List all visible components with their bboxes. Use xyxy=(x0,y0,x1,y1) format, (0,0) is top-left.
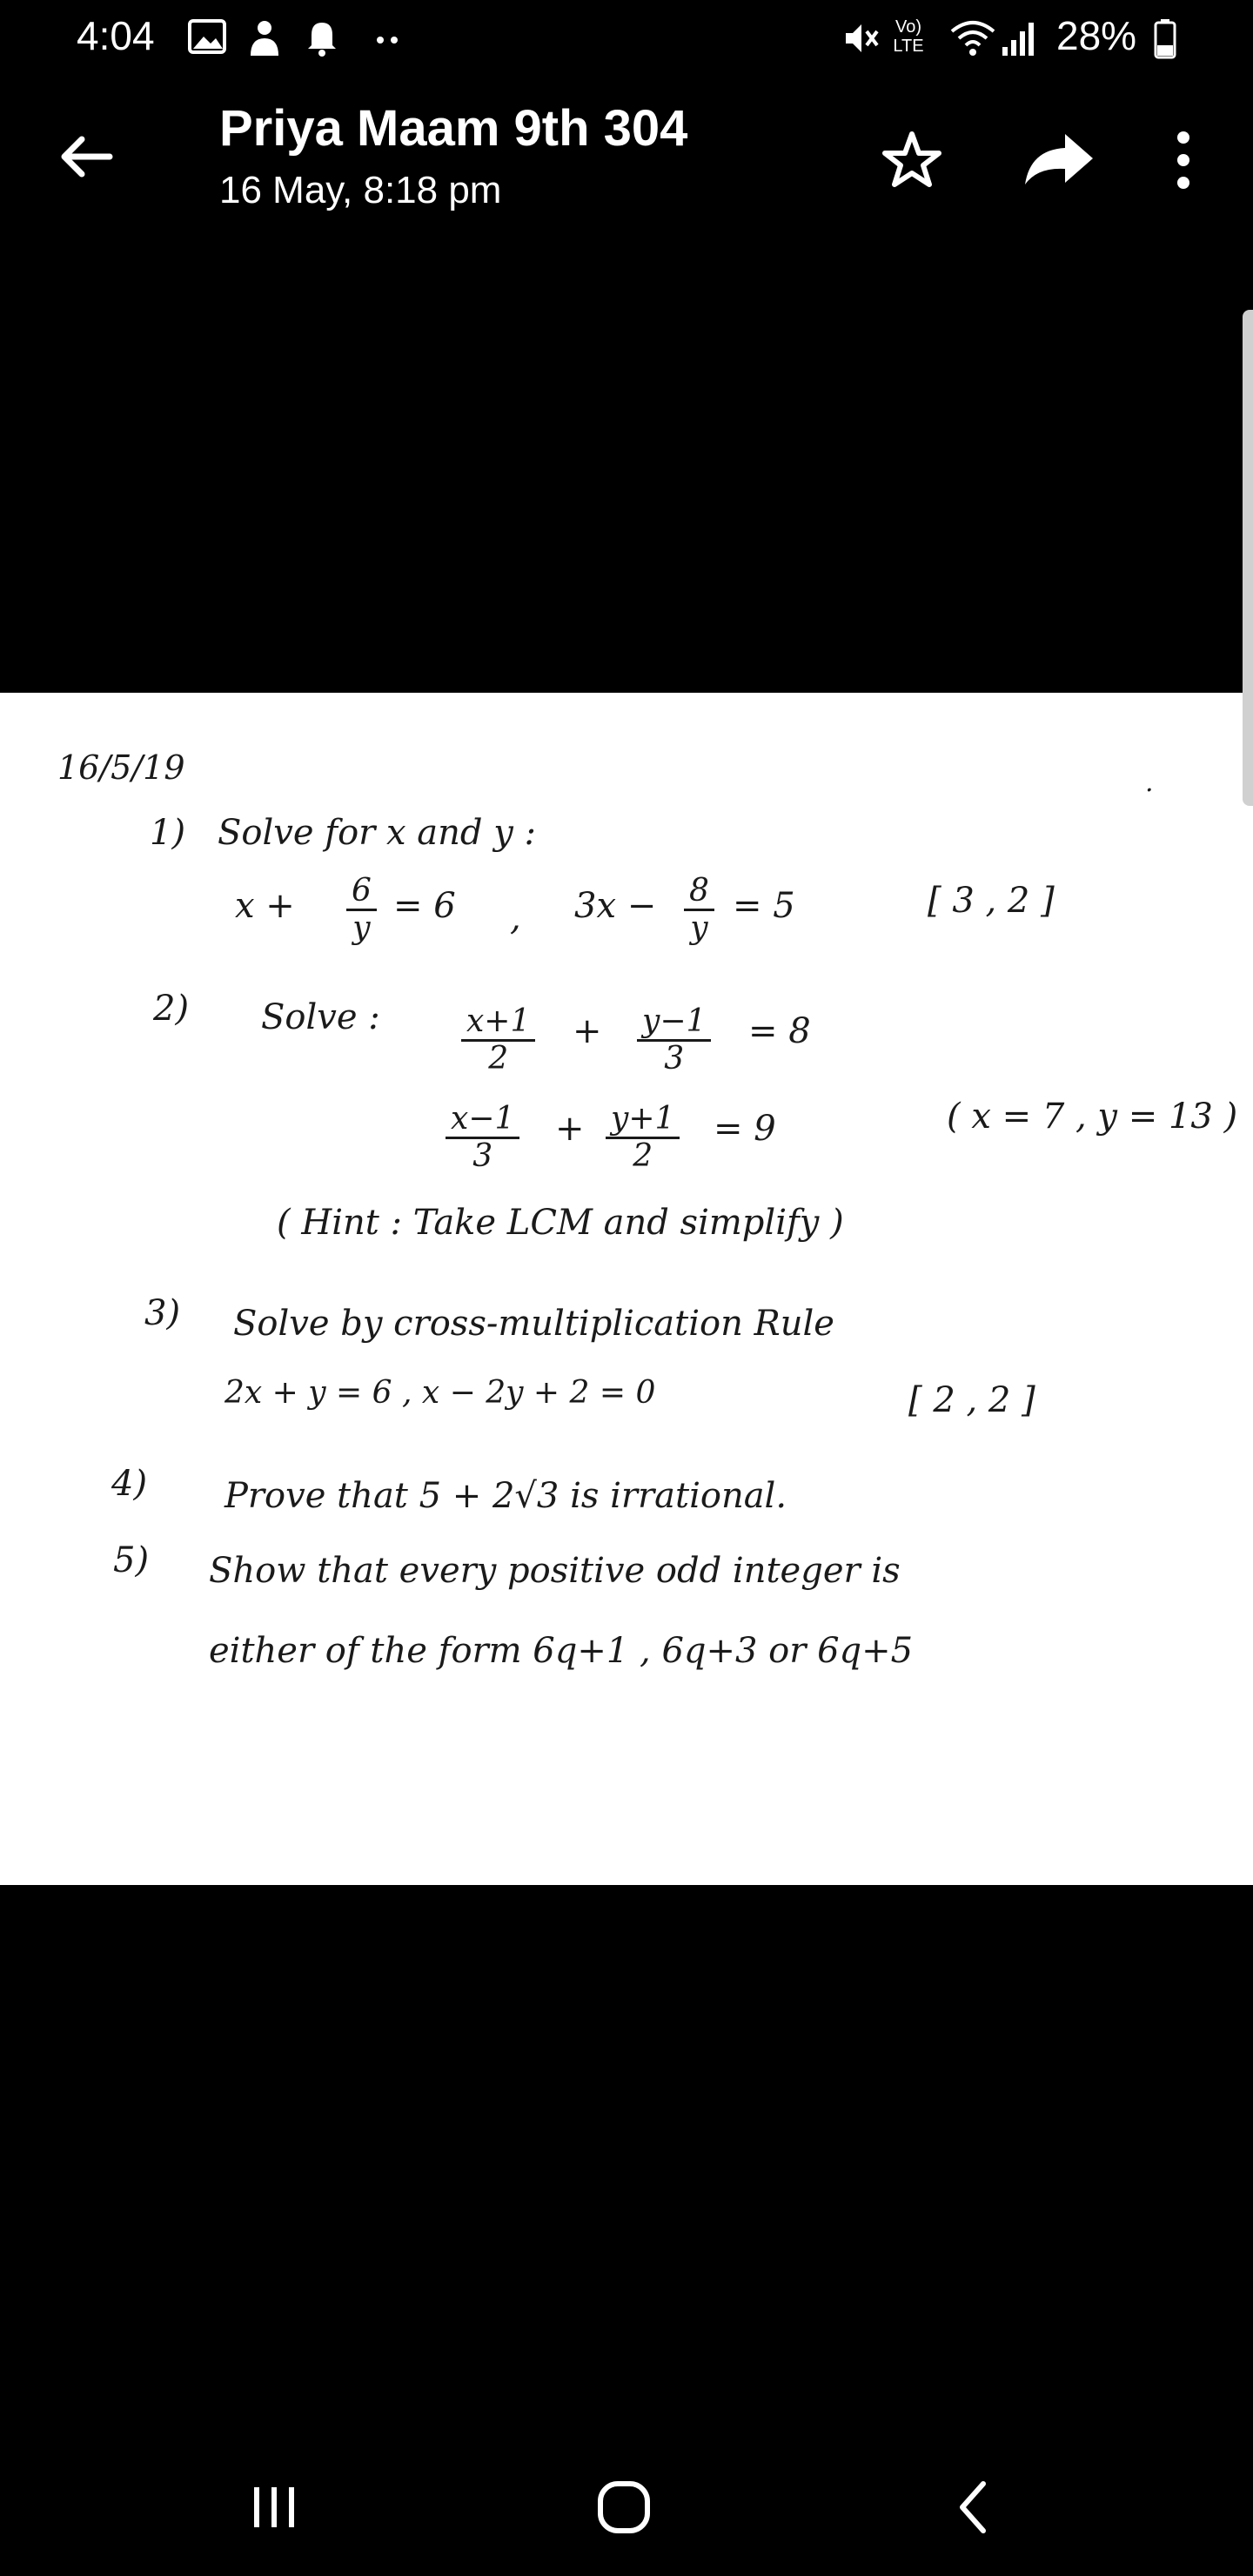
q4-number: 4) xyxy=(111,1464,148,1504)
q1-answer: [ 3 , 2 ] xyxy=(928,881,1055,921)
q5-line-2: either of the form 6q+1 , 6q+3 or 6q+5 xyxy=(209,1631,914,1671)
q2-b-fraction-1 xyxy=(446,1102,519,1173)
fraction-numerator: x+1 xyxy=(461,1004,535,1042)
forward-arrow-icon xyxy=(1020,125,1098,195)
back-button[interactable] xyxy=(52,122,122,191)
more-options-button[interactable] xyxy=(1166,125,1201,195)
forward-button[interactable] xyxy=(1020,125,1098,195)
volte-icon: Vo) LTE xyxy=(893,17,924,56)
q1-eq2-fraction xyxy=(684,874,714,945)
recent-apps-button[interactable] xyxy=(235,2477,313,2538)
note-dot: . xyxy=(1145,768,1154,798)
q1-eq1-right: = 6 xyxy=(393,886,456,926)
signal-icon xyxy=(1001,19,1042,62)
fraction-denominator: y xyxy=(352,909,371,946)
chevron-left-icon xyxy=(935,2477,1013,2538)
q2-a-plus: + xyxy=(573,1011,602,1051)
mute-icon xyxy=(842,19,881,62)
q1-eq1-left: x + xyxy=(235,886,295,926)
q3-number: 3) xyxy=(144,1293,181,1333)
home-button[interactable] xyxy=(585,2477,663,2538)
note-date: 16/5/19 xyxy=(57,748,185,787)
q2-b-fraction-2 xyxy=(606,1102,680,1173)
fraction-denominator: 2 xyxy=(633,1137,653,1174)
star-button[interactable] xyxy=(877,125,947,195)
navigation-bar xyxy=(0,2437,1253,2576)
chat-title: Priya Maam 9th 304 xyxy=(219,100,688,157)
fraction-denominator: 3 xyxy=(664,1040,685,1077)
home-icon xyxy=(585,2477,663,2538)
fraction-numerator: x−1 xyxy=(446,1102,519,1139)
q1-comma: , xyxy=(510,898,521,938)
battery-icon xyxy=(1154,19,1176,64)
message-timestamp: 16 May, 8:18 pm xyxy=(219,169,502,211)
q1-eq2-left: 3x − xyxy=(574,886,657,926)
q1-number: 1) xyxy=(150,813,186,853)
fraction-numerator: y+1 xyxy=(606,1102,680,1139)
q2-hint: ( Hint : Take LCM and simplify ) xyxy=(277,1203,844,1243)
scroll-indicator xyxy=(1243,310,1253,806)
q2-b-plus: + xyxy=(555,1109,585,1149)
location-share-icon xyxy=(247,19,282,62)
q3-text: Solve by cross-multiplication Rule xyxy=(233,1304,834,1344)
vertical-dots-icon xyxy=(1166,125,1201,195)
q2-text: Solve : xyxy=(261,997,380,1037)
q4-text: Prove that 5 + 2√3 is irrational. xyxy=(224,1476,787,1516)
q2-b-right: = 9 xyxy=(714,1109,776,1149)
fraction-numerator: 8 xyxy=(684,874,714,911)
battery-percent: 28% xyxy=(1056,13,1137,58)
app-bar xyxy=(0,87,1253,235)
q2-a-right: = 8 xyxy=(748,1011,811,1051)
recent-apps-icon xyxy=(235,2477,313,2538)
status-bar xyxy=(0,0,1253,77)
fraction-denominator: 3 xyxy=(472,1137,493,1174)
q1-text: Solve for x and y : xyxy=(218,813,536,853)
fraction-numerator: 6 xyxy=(346,874,377,911)
q1-eq1-fraction xyxy=(346,874,377,945)
bell-icon xyxy=(305,19,339,62)
arrow-left-icon xyxy=(52,122,122,191)
q3-equations: 2x + y = 6 , x − 2y + 2 = 0 xyxy=(224,1375,656,1411)
q2-answer: ( x = 7 , y = 13 ) xyxy=(947,1097,1238,1137)
gallery-icon xyxy=(188,19,226,58)
q2-a-fraction-2 xyxy=(637,1004,711,1076)
fraction-numerator: y−1 xyxy=(637,1004,711,1042)
more-dots-icon xyxy=(376,33,400,49)
q2-number: 2) xyxy=(153,989,190,1029)
back-nav-button[interactable] xyxy=(935,2477,1013,2538)
q3-answer: [ 2 , 2 ] xyxy=(908,1380,1035,1420)
wifi-icon xyxy=(950,19,995,62)
q5-line-1: Show that every positive odd integer is xyxy=(209,1551,901,1591)
star-icon xyxy=(877,125,947,195)
q1-eq2-right: = 5 xyxy=(733,886,795,926)
status-time: 4:04 xyxy=(77,13,155,58)
shared-photo[interactable] xyxy=(0,693,1253,1885)
fraction-denominator: 2 xyxy=(488,1040,509,1077)
fraction-denominator: y xyxy=(690,909,708,946)
q2-a-fraction-1 xyxy=(461,1004,535,1076)
q5-number: 5) xyxy=(113,1540,150,1580)
